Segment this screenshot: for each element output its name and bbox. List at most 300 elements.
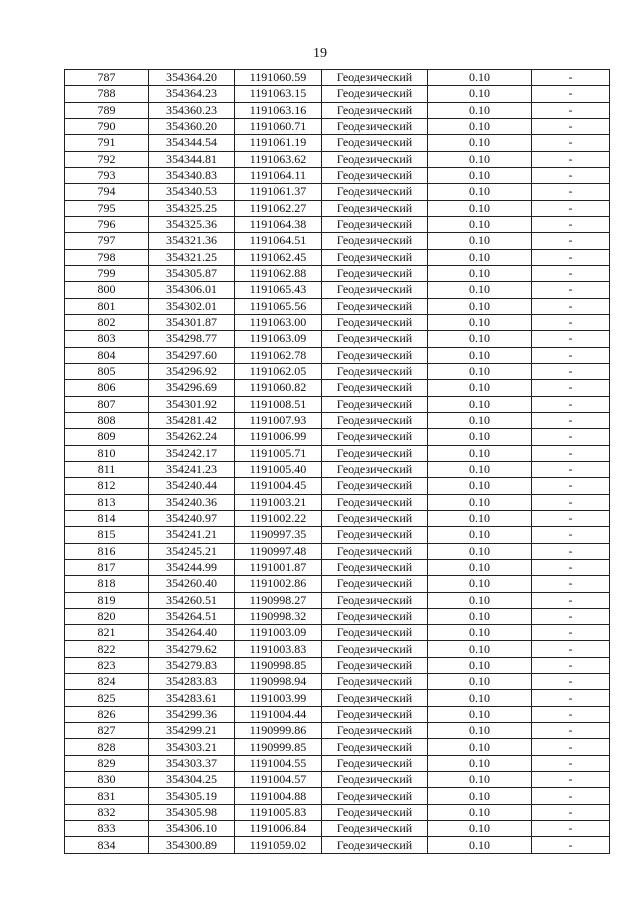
table-row — [65, 282, 610, 298]
method-cell: Геодезический — [322, 510, 428, 526]
y-coordinate-cell: 1191061.19 — [235, 135, 322, 151]
accuracy-cell: 0.10 — [428, 363, 532, 379]
note-cell: - — [532, 102, 610, 118]
y-coordinate-cell: 1191062.88 — [235, 265, 322, 281]
note-cell: - — [532, 543, 610, 559]
note-cell: - — [532, 184, 610, 200]
y-coordinate-cell: 1191001.87 — [235, 559, 322, 575]
method-cell: Геодезический — [322, 576, 428, 592]
x-coordinate-cell: 354245.21 — [149, 543, 235, 559]
method-cell: Геодезический — [322, 135, 428, 151]
method-cell: Геодезический — [322, 200, 428, 216]
table-row — [65, 216, 610, 232]
point-number-cell: 830 — [65, 772, 149, 788]
method-cell: Геодезический — [322, 821, 428, 837]
note-cell: - — [532, 706, 610, 722]
point-number-cell: 803 — [65, 331, 149, 347]
method-cell: Геодезический — [322, 396, 428, 412]
table-row — [65, 625, 610, 641]
y-coordinate-cell: 1191064.38 — [235, 216, 322, 232]
x-coordinate-cell: 354340.83 — [149, 167, 235, 183]
x-coordinate-cell: 354344.54 — [149, 135, 235, 151]
y-coordinate-cell: 1191062.27 — [235, 200, 322, 216]
note-cell: - — [532, 233, 610, 249]
accuracy-cell: 0.10 — [428, 412, 532, 428]
note-cell: - — [532, 151, 610, 167]
method-cell: Геодезический — [322, 233, 428, 249]
method-cell: Геодезический — [322, 86, 428, 102]
method-cell: Геодезический — [322, 657, 428, 673]
note-cell: - — [532, 70, 610, 86]
table-row — [65, 478, 610, 494]
note-cell: - — [532, 723, 610, 739]
note-cell: - — [532, 396, 610, 412]
note-cell: - — [532, 135, 610, 151]
accuracy-cell: 0.10 — [428, 510, 532, 526]
method-cell: Геодезический — [322, 690, 428, 706]
method-cell: Геодезический — [322, 216, 428, 232]
table-row — [65, 494, 610, 510]
method-cell: Геодезический — [322, 461, 428, 477]
point-number-cell: 829 — [65, 755, 149, 771]
note-cell: - — [532, 608, 610, 624]
y-coordinate-cell: 1191004.55 — [235, 755, 322, 771]
coordinates-table — [64, 69, 610, 854]
note-cell: - — [532, 674, 610, 690]
y-coordinate-cell: 1191004.88 — [235, 788, 322, 804]
method-cell: Геодезический — [322, 641, 428, 657]
accuracy-cell: 0.10 — [428, 592, 532, 608]
y-coordinate-cell: 1190998.32 — [235, 608, 322, 624]
table-row — [65, 412, 610, 428]
x-coordinate-cell: 354321.25 — [149, 249, 235, 265]
point-number-cell: 793 — [65, 167, 149, 183]
accuracy-cell: 0.10 — [428, 282, 532, 298]
y-coordinate-cell: 1191005.71 — [235, 445, 322, 461]
table-row — [65, 331, 610, 347]
y-coordinate-cell: 1190998.94 — [235, 674, 322, 690]
accuracy-cell: 0.10 — [428, 706, 532, 722]
point-number-cell: 824 — [65, 674, 149, 690]
table-row — [65, 363, 610, 379]
x-coordinate-cell: 354283.61 — [149, 690, 235, 706]
note-cell: - — [532, 298, 610, 314]
x-coordinate-cell: 354281.42 — [149, 412, 235, 428]
point-number-cell: 788 — [65, 86, 149, 102]
table-row — [65, 690, 610, 706]
table-row — [65, 821, 610, 837]
y-coordinate-cell: 1190999.86 — [235, 723, 322, 739]
method-cell: Геодезический — [322, 167, 428, 183]
table-row — [65, 641, 610, 657]
note-cell: - — [532, 363, 610, 379]
note-cell: - — [532, 494, 610, 510]
x-coordinate-cell: 354241.23 — [149, 461, 235, 477]
x-coordinate-cell: 354305.87 — [149, 265, 235, 281]
x-coordinate-cell: 354300.89 — [149, 837, 235, 853]
x-coordinate-cell: 354304.25 — [149, 772, 235, 788]
y-coordinate-cell: 1191062.45 — [235, 249, 322, 265]
x-coordinate-cell: 354340.53 — [149, 184, 235, 200]
accuracy-cell: 0.10 — [428, 102, 532, 118]
table-row — [65, 86, 610, 102]
point-number-cell: 794 — [65, 184, 149, 200]
accuracy-cell: 0.10 — [428, 690, 532, 706]
coordinates-table-body — [65, 70, 610, 854]
accuracy-cell: 0.10 — [428, 608, 532, 624]
note-cell: - — [532, 380, 610, 396]
table-row — [65, 347, 610, 363]
point-number-cell: 814 — [65, 510, 149, 526]
note-cell: - — [532, 657, 610, 673]
y-coordinate-cell: 1190997.48 — [235, 543, 322, 559]
table-row — [65, 772, 610, 788]
accuracy-cell: 0.10 — [428, 298, 532, 314]
note-cell: - — [532, 216, 610, 232]
accuracy-cell: 0.10 — [428, 755, 532, 771]
note-cell: - — [532, 690, 610, 706]
note-cell: - — [532, 576, 610, 592]
y-coordinate-cell: 1191005.40 — [235, 461, 322, 477]
point-number-cell: 823 — [65, 657, 149, 673]
method-cell: Геодезический — [322, 331, 428, 347]
method-cell: Геодезический — [322, 804, 428, 820]
accuracy-cell: 0.10 — [428, 200, 532, 216]
x-coordinate-cell: 354296.69 — [149, 380, 235, 396]
table-row — [65, 249, 610, 265]
accuracy-cell: 0.10 — [428, 347, 532, 363]
x-coordinate-cell: 354283.83 — [149, 674, 235, 690]
y-coordinate-cell: 1191064.11 — [235, 167, 322, 183]
point-number-cell: 826 — [65, 706, 149, 722]
point-number-cell: 802 — [65, 314, 149, 330]
accuracy-cell: 0.10 — [428, 804, 532, 820]
method-cell: Геодезический — [322, 543, 428, 559]
note-cell: - — [532, 200, 610, 216]
note-cell: - — [532, 788, 610, 804]
method-cell: Геодезический — [322, 527, 428, 543]
y-coordinate-cell: 1191060.71 — [235, 118, 322, 134]
method-cell: Геодезический — [322, 625, 428, 641]
point-number-cell: 800 — [65, 282, 149, 298]
accuracy-cell: 0.10 — [428, 135, 532, 151]
y-coordinate-cell: 1191003.09 — [235, 625, 322, 641]
point-number-cell: 799 — [65, 265, 149, 281]
point-number-cell: 827 — [65, 723, 149, 739]
x-coordinate-cell: 354298.77 — [149, 331, 235, 347]
accuracy-cell: 0.10 — [428, 739, 532, 755]
table-row — [65, 510, 610, 526]
method-cell: Геодезический — [322, 380, 428, 396]
table-row — [65, 559, 610, 575]
y-coordinate-cell: 1191059.02 — [235, 837, 322, 853]
x-coordinate-cell: 354244.99 — [149, 559, 235, 575]
x-coordinate-cell: 354240.36 — [149, 494, 235, 510]
x-coordinate-cell: 354360.20 — [149, 118, 235, 134]
accuracy-cell: 0.10 — [428, 314, 532, 330]
point-number-cell: 822 — [65, 641, 149, 657]
y-coordinate-cell: 1191062.78 — [235, 347, 322, 363]
table-row — [65, 102, 610, 118]
method-cell: Геодезический — [322, 723, 428, 739]
method-cell: Геодезический — [322, 592, 428, 608]
method-cell: Геодезический — [322, 70, 428, 86]
method-cell: Геодезический — [322, 151, 428, 167]
accuracy-cell: 0.10 — [428, 461, 532, 477]
x-coordinate-cell: 354364.23 — [149, 86, 235, 102]
point-number-cell: 796 — [65, 216, 149, 232]
y-coordinate-cell: 1190998.85 — [235, 657, 322, 673]
accuracy-cell: 0.10 — [428, 772, 532, 788]
note-cell: - — [532, 461, 610, 477]
x-coordinate-cell: 354299.21 — [149, 723, 235, 739]
method-cell: Геодезический — [322, 559, 428, 575]
y-coordinate-cell: 1191064.51 — [235, 233, 322, 249]
x-coordinate-cell: 354344.81 — [149, 151, 235, 167]
table-row — [65, 70, 610, 86]
page-number: 19 — [313, 46, 327, 61]
note-cell: - — [532, 86, 610, 102]
note-cell: - — [532, 804, 610, 820]
note-cell: - — [532, 739, 610, 755]
point-number-cell: 831 — [65, 788, 149, 804]
x-coordinate-cell: 354302.01 — [149, 298, 235, 314]
table-row — [65, 167, 610, 183]
method-cell: Геодезический — [322, 282, 428, 298]
table-row — [65, 380, 610, 396]
note-cell: - — [532, 772, 610, 788]
x-coordinate-cell: 354306.01 — [149, 282, 235, 298]
method-cell: Геодезический — [322, 494, 428, 510]
table-row — [65, 706, 610, 722]
accuracy-cell: 0.10 — [428, 674, 532, 690]
x-coordinate-cell: 354303.37 — [149, 755, 235, 771]
y-coordinate-cell: 1190997.35 — [235, 527, 322, 543]
accuracy-cell: 0.10 — [428, 445, 532, 461]
y-coordinate-cell: 1191002.22 — [235, 510, 322, 526]
accuracy-cell: 0.10 — [428, 478, 532, 494]
note-cell: - — [532, 265, 610, 281]
x-coordinate-cell: 354264.51 — [149, 608, 235, 624]
accuracy-cell: 0.10 — [428, 837, 532, 853]
point-number-cell: 820 — [65, 608, 149, 624]
method-cell: Геодезический — [322, 249, 428, 265]
y-coordinate-cell: 1191006.84 — [235, 821, 322, 837]
table-row — [65, 429, 610, 445]
note-cell: - — [532, 592, 610, 608]
method-cell: Геодезический — [322, 788, 428, 804]
x-coordinate-cell: 354279.83 — [149, 657, 235, 673]
y-coordinate-cell: 1191008.51 — [235, 396, 322, 412]
table-row — [65, 576, 610, 592]
method-cell: Геодезический — [322, 314, 428, 330]
point-number-cell: 789 — [65, 102, 149, 118]
note-cell: - — [532, 167, 610, 183]
point-number-cell: 812 — [65, 478, 149, 494]
method-cell: Геодезический — [322, 739, 428, 755]
accuracy-cell: 0.10 — [428, 641, 532, 657]
point-number-cell: 825 — [65, 690, 149, 706]
method-cell: Геодезический — [322, 837, 428, 853]
y-coordinate-cell: 1191003.83 — [235, 641, 322, 657]
point-number-cell: 792 — [65, 151, 149, 167]
table-row — [65, 118, 610, 134]
table-row — [65, 396, 610, 412]
y-coordinate-cell: 1191060.82 — [235, 380, 322, 396]
point-number-cell: 795 — [65, 200, 149, 216]
x-coordinate-cell: 354296.92 — [149, 363, 235, 379]
table-row — [65, 723, 610, 739]
x-coordinate-cell: 354301.87 — [149, 314, 235, 330]
accuracy-cell: 0.10 — [428, 380, 532, 396]
accuracy-cell: 0.10 — [428, 70, 532, 86]
x-coordinate-cell: 354240.97 — [149, 510, 235, 526]
y-coordinate-cell: 1191004.45 — [235, 478, 322, 494]
accuracy-cell: 0.10 — [428, 723, 532, 739]
accuracy-cell: 0.10 — [428, 543, 532, 559]
method-cell: Геодезический — [322, 118, 428, 134]
y-coordinate-cell: 1191004.57 — [235, 772, 322, 788]
point-number-cell: 807 — [65, 396, 149, 412]
note-cell: - — [532, 755, 610, 771]
accuracy-cell: 0.10 — [428, 86, 532, 102]
accuracy-cell: 0.10 — [428, 265, 532, 281]
table-row — [65, 804, 610, 820]
x-coordinate-cell: 354242.17 — [149, 445, 235, 461]
x-coordinate-cell: 354260.40 — [149, 576, 235, 592]
accuracy-cell: 0.10 — [428, 559, 532, 575]
x-coordinate-cell: 354260.51 — [149, 592, 235, 608]
method-cell: Геодезический — [322, 265, 428, 281]
point-number-cell: 832 — [65, 804, 149, 820]
point-number-cell: 813 — [65, 494, 149, 510]
note-cell: - — [532, 837, 610, 853]
y-coordinate-cell: 1191063.16 — [235, 102, 322, 118]
x-coordinate-cell: 354305.98 — [149, 804, 235, 820]
method-cell: Геодезический — [322, 706, 428, 722]
point-number-cell: 805 — [65, 363, 149, 379]
y-coordinate-cell: 1191060.59 — [235, 70, 322, 86]
accuracy-cell: 0.10 — [428, 494, 532, 510]
method-cell: Геодезический — [322, 363, 428, 379]
method-cell: Геодезический — [322, 755, 428, 771]
y-coordinate-cell: 1191007.93 — [235, 412, 322, 428]
note-cell: - — [532, 478, 610, 494]
method-cell: Геодезический — [322, 102, 428, 118]
accuracy-cell: 0.10 — [428, 118, 532, 134]
method-cell: Геодезический — [322, 184, 428, 200]
x-coordinate-cell: 354321.36 — [149, 233, 235, 249]
y-coordinate-cell: 1191063.15 — [235, 86, 322, 102]
table-row — [65, 265, 610, 281]
note-cell: - — [532, 559, 610, 575]
accuracy-cell: 0.10 — [428, 429, 532, 445]
accuracy-cell: 0.10 — [428, 625, 532, 641]
method-cell: Геодезический — [322, 772, 428, 788]
x-coordinate-cell: 354262.24 — [149, 429, 235, 445]
y-coordinate-cell: 1191003.21 — [235, 494, 322, 510]
method-cell: Геодезический — [322, 674, 428, 690]
table-row — [65, 592, 610, 608]
method-cell: Геодезический — [322, 429, 428, 445]
method-cell: Геодезический — [322, 298, 428, 314]
note-cell: - — [532, 412, 610, 428]
y-coordinate-cell: 1190998.27 — [235, 592, 322, 608]
point-number-cell: 790 — [65, 118, 149, 134]
table-row — [65, 445, 610, 461]
x-coordinate-cell: 354264.40 — [149, 625, 235, 641]
y-coordinate-cell: 1191005.83 — [235, 804, 322, 820]
accuracy-cell: 0.10 — [428, 216, 532, 232]
point-number-cell: 810 — [65, 445, 149, 461]
note-cell: - — [532, 641, 610, 657]
x-coordinate-cell: 354240.44 — [149, 478, 235, 494]
y-coordinate-cell: 1191063.62 — [235, 151, 322, 167]
method-cell: Геодезический — [322, 608, 428, 624]
point-number-cell: 798 — [65, 249, 149, 265]
accuracy-cell: 0.10 — [428, 821, 532, 837]
table-row — [65, 135, 610, 151]
x-coordinate-cell: 354364.20 — [149, 70, 235, 86]
table-row — [65, 657, 610, 673]
x-coordinate-cell: 354306.10 — [149, 821, 235, 837]
note-cell: - — [532, 445, 610, 461]
table-row — [65, 200, 610, 216]
point-number-cell: 791 — [65, 135, 149, 151]
x-coordinate-cell: 354241.21 — [149, 527, 235, 543]
table-row — [65, 298, 610, 314]
note-cell: - — [532, 282, 610, 298]
x-coordinate-cell: 354360.23 — [149, 102, 235, 118]
note-cell: - — [532, 510, 610, 526]
accuracy-cell: 0.10 — [428, 184, 532, 200]
method-cell: Геодезический — [322, 445, 428, 461]
point-number-cell: 808 — [65, 412, 149, 428]
y-coordinate-cell: 1191003.99 — [235, 690, 322, 706]
table-row — [65, 674, 610, 690]
x-coordinate-cell: 354325.25 — [149, 200, 235, 216]
note-cell: - — [532, 527, 610, 543]
y-coordinate-cell: 1191004.44 — [235, 706, 322, 722]
note-cell: - — [532, 625, 610, 641]
table-row — [65, 151, 610, 167]
point-number-cell: 787 — [65, 70, 149, 86]
y-coordinate-cell: 1191002.86 — [235, 576, 322, 592]
note-cell: - — [532, 429, 610, 445]
table-row — [65, 233, 610, 249]
table-row — [65, 461, 610, 477]
table-row — [65, 788, 610, 804]
y-coordinate-cell: 1191065.43 — [235, 282, 322, 298]
point-number-cell: 833 — [65, 821, 149, 837]
table-row — [65, 755, 610, 771]
x-coordinate-cell: 354325.36 — [149, 216, 235, 232]
accuracy-cell: 0.10 — [428, 167, 532, 183]
x-coordinate-cell: 354305.19 — [149, 788, 235, 804]
y-coordinate-cell: 1191062.05 — [235, 363, 322, 379]
point-number-cell: 806 — [65, 380, 149, 396]
accuracy-cell: 0.10 — [428, 249, 532, 265]
x-coordinate-cell: 354299.36 — [149, 706, 235, 722]
note-cell: - — [532, 249, 610, 265]
point-number-cell: 819 — [65, 592, 149, 608]
method-cell: Геодезический — [322, 347, 428, 363]
y-coordinate-cell: 1191063.00 — [235, 314, 322, 330]
point-number-cell: 797 — [65, 233, 149, 249]
table-row — [65, 543, 610, 559]
point-number-cell: 804 — [65, 347, 149, 363]
table-row — [65, 739, 610, 755]
